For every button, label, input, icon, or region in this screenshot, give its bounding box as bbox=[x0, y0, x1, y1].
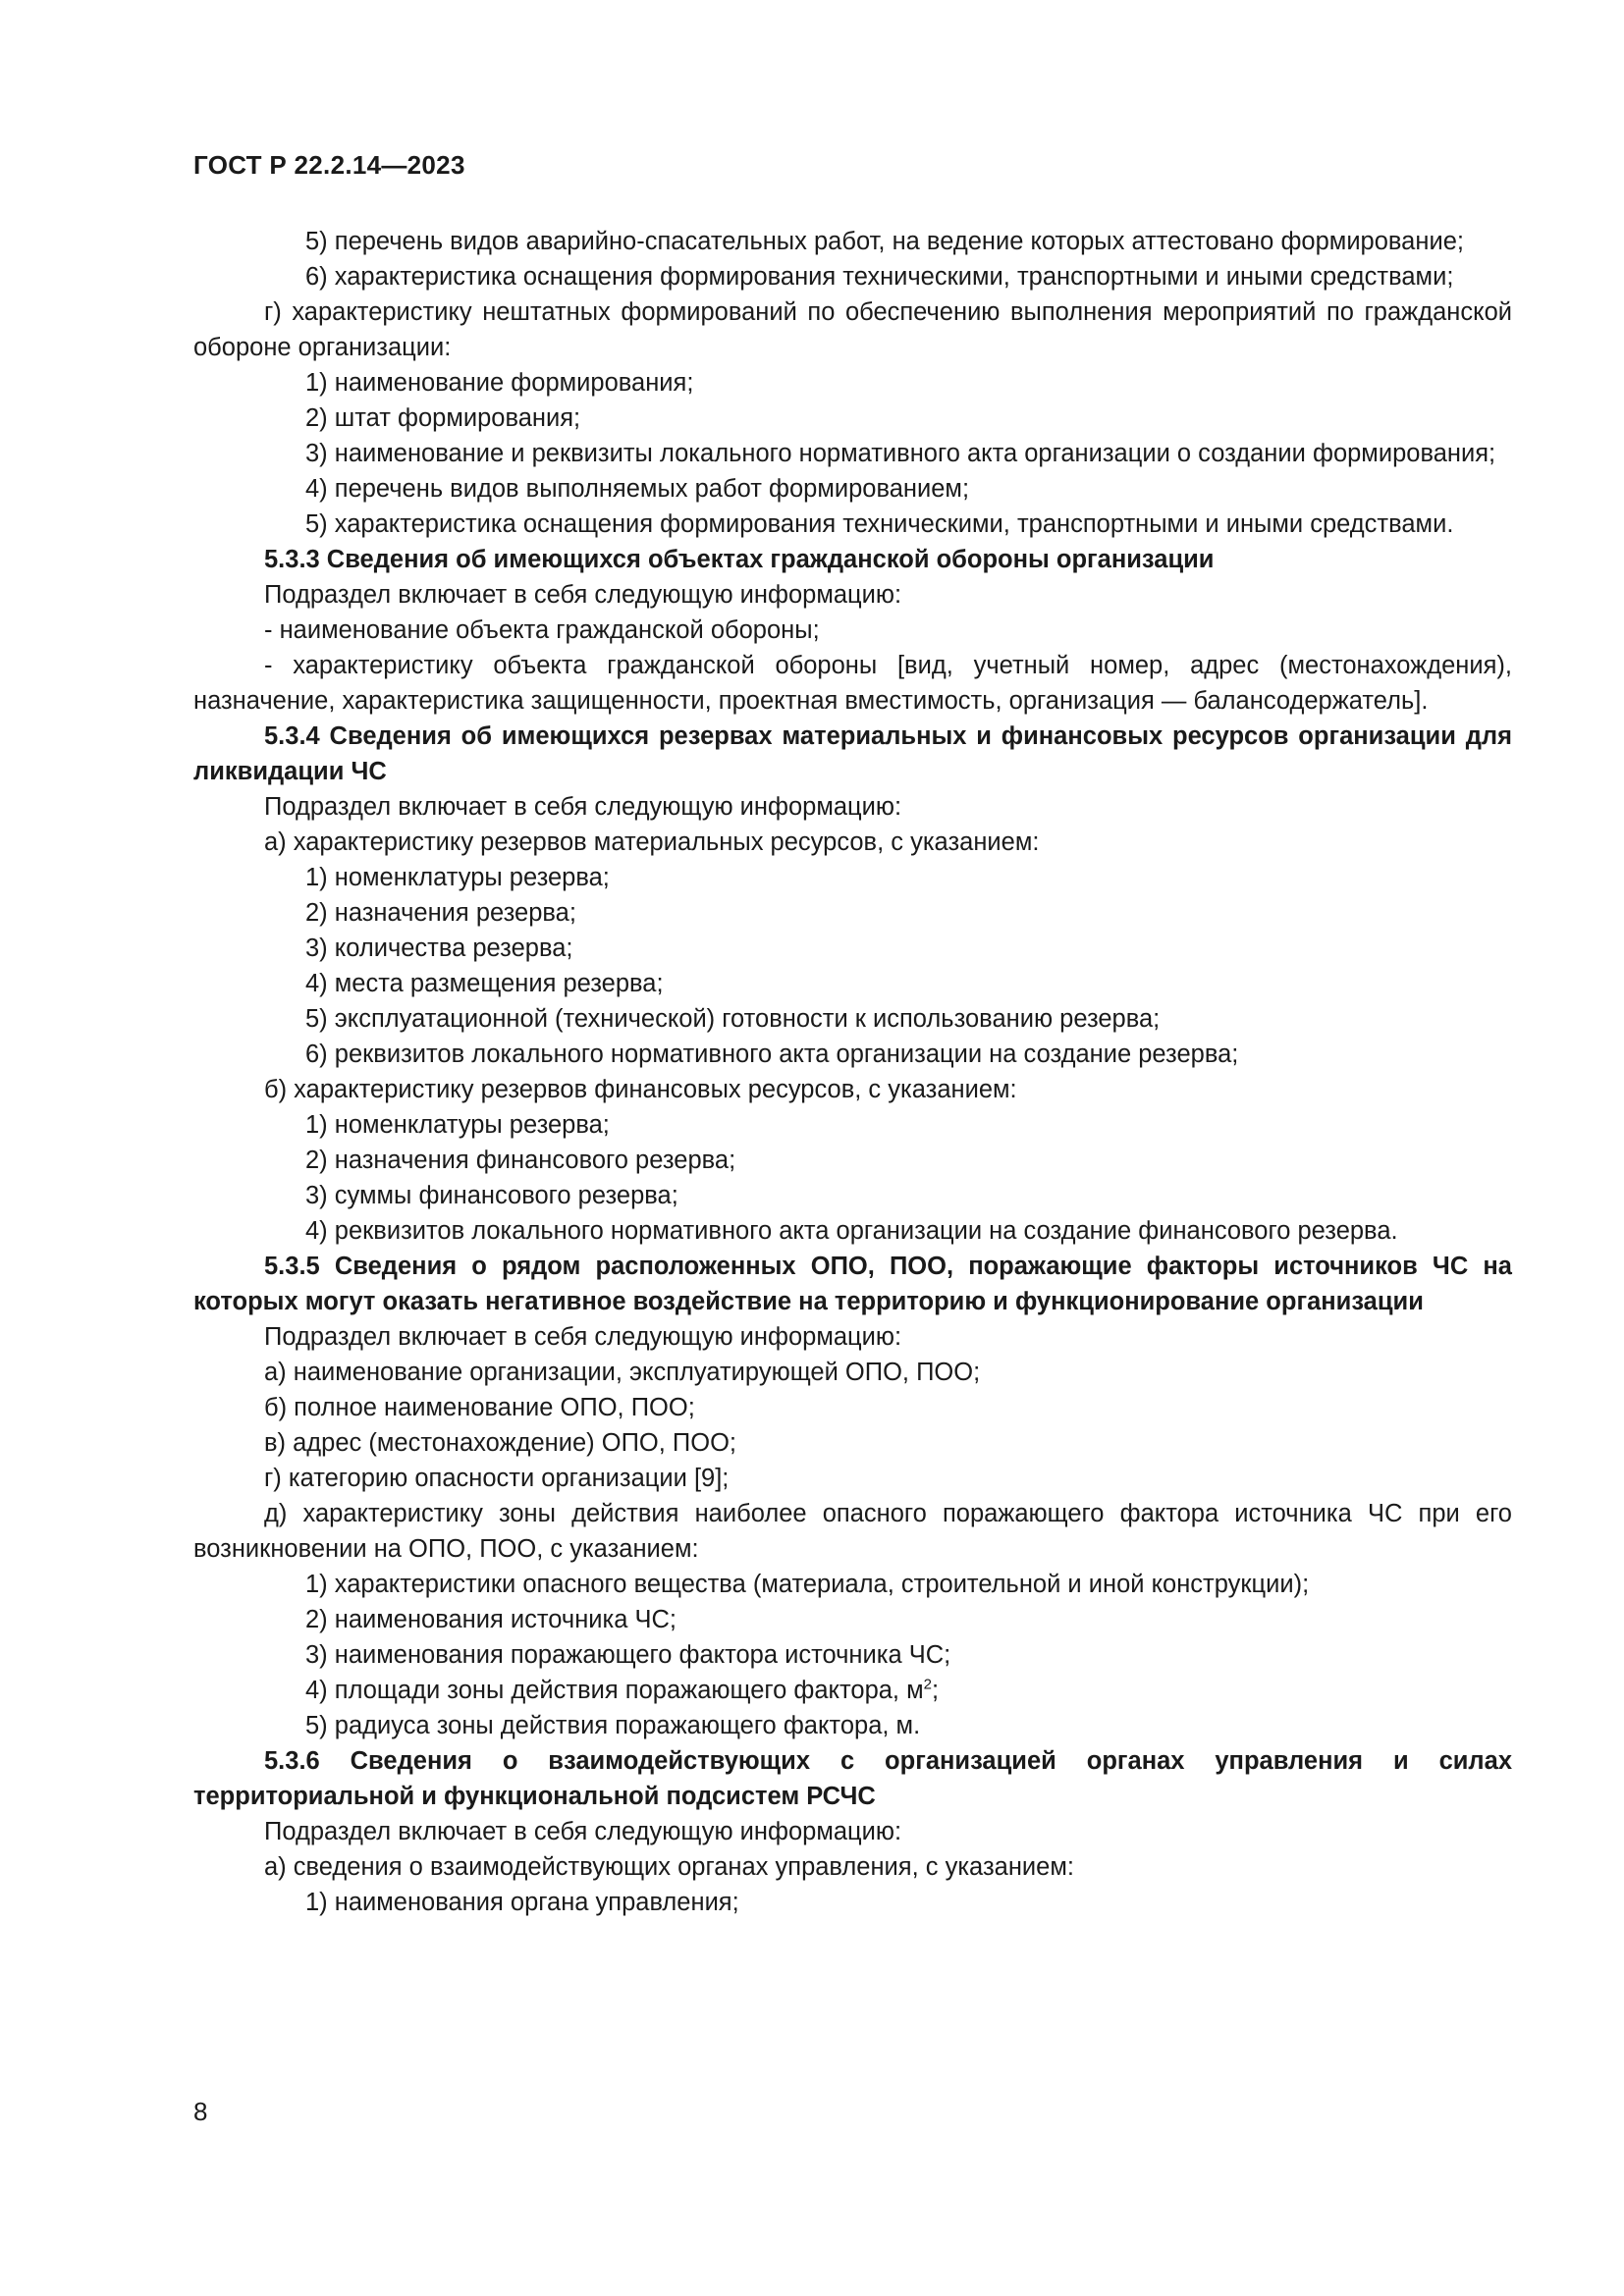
list-item: б) характеристику резервов финансовых ресурсов, с указанием: bbox=[264, 1076, 1017, 1103]
list-item: 5) перечень видов аварийно-спасательных работ, на ведение которых аттестовано формирование; bbox=[305, 228, 1464, 255]
list-item: 1) наименования органа управления; bbox=[305, 1889, 739, 1916]
list-item: 2) назначения резерва; bbox=[305, 899, 576, 927]
list-item: 1) характеристики опасного вещества (материала, строительной и иной конструкции); bbox=[305, 1571, 1310, 1598]
section-heading: 5.3.4 Сведения об имеющихся резервах материальных и финансовых ресурсов организации для ликвидации ЧС bbox=[193, 722, 1512, 785]
list-item: б) полное наименование ОПО, ПОО; bbox=[264, 1394, 695, 1421]
list-item: 5) характеристика оснащения формирования техническими, транспортными и иными средствами. bbox=[305, 510, 1454, 538]
list-item: - наименование объекта гражданской обороны; bbox=[264, 616, 820, 644]
page-number: 8 bbox=[193, 2097, 208, 2126]
list-item: 3) наименование и реквизиты локального нормативного акта организации о создании формирования; bbox=[305, 440, 1496, 467]
list-item: г) категорию опасности организации [9]; bbox=[264, 1465, 730, 1492]
list-item: 3) суммы финансового резерва; bbox=[305, 1182, 678, 1209]
document-body bbox=[193, 224, 1512, 1920]
list-item: 3) наименования поражающего фактора источника ЧС; bbox=[305, 1641, 951, 1669]
list-item: Подраздел включает в себя следующую информацию: bbox=[264, 1323, 902, 1351]
list-item: а) наименование организации, эксплуатирующей ОПО, ПОО; bbox=[264, 1359, 981, 1386]
list-item: 3) количества резерва; bbox=[305, 934, 573, 962]
list-item: 5) эксплуатационной (технической) готовности к использованию резерва; bbox=[305, 1005, 1161, 1033]
list-item: а) характеристику резервов материальных ресурсов, с указанием: bbox=[264, 828, 1040, 856]
list-item: 2) штат формирования; bbox=[305, 404, 581, 432]
list-item: 2) назначения финансового резерва; bbox=[305, 1147, 736, 1174]
list-item: Подраздел включает в себя следующую информацию: bbox=[264, 581, 902, 609]
list-item: 6) характеристика оснащения формирования техническими, транспортными и иными средствами; bbox=[305, 263, 1454, 291]
list-item: 6) реквизитов локального нормативного акта организации на создание резерва; bbox=[305, 1041, 1239, 1068]
list-item: а) сведения о взаимодействующих органах управления, с указанием: bbox=[264, 1853, 1074, 1881]
superscript: 2 bbox=[923, 1676, 932, 1693]
list-item: 4) места размещения резерва; bbox=[305, 970, 664, 997]
list-item: Подраздел включает в себя следующую информацию: bbox=[264, 793, 902, 821]
list-item: 1) номенклатуры резерва; bbox=[305, 864, 610, 891]
document-header: ГОСТ Р 22.2.14—2023 bbox=[193, 150, 465, 180]
list-item: г) характеристику нештатных формирований по обеспечению выполнения мероприятий по гражданской обороне организации: bbox=[193, 298, 1512, 361]
list-item: в) адрес (местонахождение) ОПО, ПОО; bbox=[264, 1429, 736, 1457]
list-item: Подраздел включает в себя следующую информацию: bbox=[264, 1818, 902, 1845]
list-item: 1) наименование формирования; bbox=[305, 369, 694, 397]
list-item: 4) перечень видов выполняемых работ формированием; bbox=[305, 475, 970, 503]
list-item: д) характеристику зоны действия наиболее опасного поражающего фактора источника ЧС при его возникновении на ОПО, ПОО, с указанием: bbox=[193, 1500, 1512, 1563]
section-heading: 5.3.6 Сведения о взаимодействующих с организацией органах управления и силах территориальной и функциональной подсистем РСЧС bbox=[193, 1747, 1512, 1810]
list-item: 1) номенклатуры резерва; bbox=[305, 1111, 610, 1139]
list-item: - характеристику объекта гражданской обороны [вид, учетный номер, адрес (местонахождения), назначение, характеристика защищенности, проектная вместимость, организация — балансодержатель]. bbox=[193, 652, 1512, 715]
list-item: 4) реквизитов локального нормативного акта организации на создание финансового резерва. bbox=[305, 1217, 1398, 1245]
list-item: 5) радиуса зоны действия поражающего фактора, м. bbox=[305, 1712, 921, 1739]
list-item: 2) наименования источника ЧС; bbox=[305, 1606, 677, 1633]
section-heading: 5.3.5 Сведения о рядом расположенных ОПО, ПОО, поражающие факторы источников ЧС на которых могут оказать негативное воздействие на территорию и функционирование организации bbox=[193, 1253, 1512, 1315]
list-item: 4) площади зоны действия поражающего фактора, $м^2$; bbox=[305, 1676, 940, 1704]
section-heading: 5.3.3 Сведения об имеющихся объектах гражданской обороны организации bbox=[264, 546, 1215, 573]
